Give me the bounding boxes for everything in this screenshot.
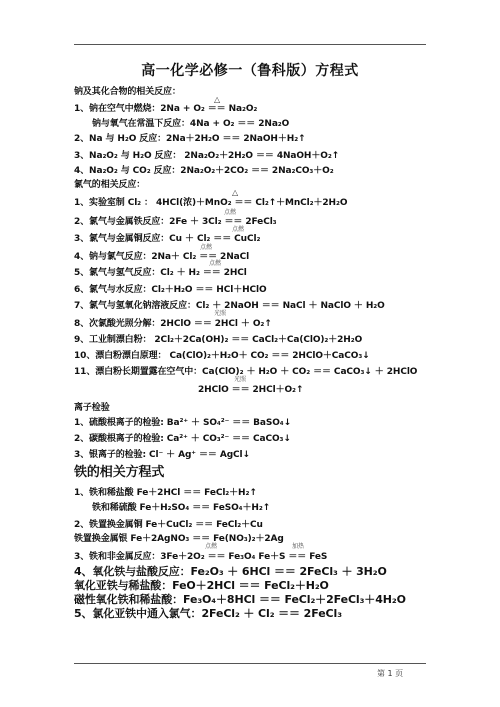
eq-iron-7: 5、氯化亚铁中通入氯气：2FeCl₂ ＋ Cl₂ ＝＝ 2FeCl₃	[74, 607, 342, 620]
section-iron: 铁的相关方程式	[74, 465, 165, 480]
condition-ignite: 点燃	[232, 226, 245, 233]
eq-chlorine-6: 6、氯气与水反应：Cl₂＋H₂O ＝＝ HCl＋HClO	[74, 285, 267, 295]
page-number: 第 1 页	[377, 669, 404, 678]
eq-ion-1: 1、硫酸根离子的检验: Ba²⁺ ＋ SO₄²⁻ ＝＝ BaSO₄↓	[74, 418, 292, 428]
eq-chlorine-11: 11、漂白粉长期置露在空气中：Ca(ClO)₂ ＋ H₂O ＋ CO₂ ＝＝ CaCO₃↓ ＋ 2HClO	[74, 367, 418, 377]
eq-iron-6: 磁性氧化铁和稀盐酸：Fe₃O₄＋8HCl ＝＝ FeCl₂＋2FeCl₃＋4H₂O	[74, 593, 406, 606]
eq-iron-2b: 铁置换金属银 Fe＋2AgNO₃ ＝＝ Fe(NO₃)₂＋2Ag	[74, 534, 284, 544]
eq-iron-2: 2、铁置换金属铜 Fe＋CuCl₂ ＝＝ FeCl₂＋Cu	[74, 520, 263, 530]
condition-ignite: 点燃	[224, 209, 237, 216]
condition-ignite: 点燃	[200, 244, 213, 251]
eq-iron-1: 1、铁和稀盐酸 Fe＋2HCl ＝＝ FeCl₂＋H₂↑	[74, 488, 257, 498]
condition-heat: 加热	[292, 543, 305, 550]
footer-rule	[74, 663, 426, 664]
section-ion-tests: 离子检验	[74, 403, 110, 413]
eq-iron-1b: 铁和稀硫酸 Fe＋H₂SO₄ ＝＝ FeSO₄＋H₂↑	[92, 503, 271, 513]
eq-chlorine-11b: 2HClO ＝＝ 2HCl＋O₂↑	[198, 385, 304, 395]
section-chlorine: 氯气的相关反应：	[74, 180, 146, 190]
eq-iron-3: 3、铁和非金属反应：3Fe＋2O₂ ＝＝ Fe₃O₄ Fe＋S ＝＝ FeS	[74, 552, 328, 562]
eq-sodium-3: 3、Na₂O₂ 与 H₂O 反应： 2Na₂O₂＋2H₂O ＝＝ 4NaOH＋O₂↑	[74, 151, 340, 161]
heat-delta-mark: △	[214, 95, 221, 104]
eq-chlorine-8: 8、次氯酸光照分解：2HClO ＝＝ 2HCl ＋ O₂↑	[74, 319, 272, 329]
eq-ion-3: 3、银离子的检验: Cl⁻ ＋ Ag⁺ ＝＝ AgCl↓	[74, 450, 250, 460]
eq-sodium-2: 2、Na 与 H₂O 反应：2Na＋2H₂O ＝＝ 2NaOH＋H₂↑	[74, 134, 306, 144]
condition-ignite: 点燃	[205, 543, 218, 550]
eq-chlorine-2: 2、氯气与金属铁反应：2Fe ＋ 3Cl₂ ＝＝ 2FeCl₃	[74, 217, 277, 227]
heat-delta-mark: △	[232, 188, 239, 197]
eq-chlorine-1: 1、实验室制 Cl₂ ： 4HCl(浓)＋MnO₂ ＝＝ Cl₂↑＋MnCl₂＋2H₂O	[74, 198, 348, 208]
page-title: 高一化学必修一（鲁科版）方程式	[141, 63, 359, 79]
condition-light: 光照	[214, 310, 227, 317]
eq-chlorine-7: 7、氯气与氢氧化钠溶液反应：Cl₂ ＋ 2NaOH ＝＝ NaCl ＋ NaClO ＋ H₂O	[74, 301, 385, 311]
condition-ignite: 点燃	[209, 260, 222, 267]
eq-iron-4: 4、氧化铁与盐酸反应：Fe₂O₃ ＋ 6HCl ＝＝ 2FeCl₃ ＋ 3H₂O	[74, 565, 387, 578]
section-sodium: 钠及其化合物的相关反应：	[74, 87, 181, 97]
eq-chlorine-3: 3、氯气与金属铜反应：Cu ＋ Cl₂ ＝＝ CuCl₂	[74, 234, 261, 244]
eq-chlorine-4: 4、钠与氯气反应：2Na＋ Cl₂ ＝＝ 2NaCl	[74, 252, 250, 262]
header-rule	[74, 44, 426, 45]
eq-chlorine-5: 5、氯气与氢气反应：Cl₂ ＋ H₂ ＝＝ 2HCl	[74, 268, 247, 278]
eq-sodium-1b: 钠与氧气在常温下反应：4Na + O₂ ＝＝ 2Na₂O	[92, 119, 290, 129]
eq-sodium-1: 1、钠在空气中燃烧：2Na + O₂ ＝＝ Na₂O₂	[74, 104, 258, 114]
eq-ion-2: 2、碳酸根离子的检验: Ca²⁺ ＋ CO₃²⁻ ＝＝ CaCO₃↓	[74, 434, 291, 444]
eq-sodium-4: 4、Na₂O₂ 与 CO₂ 反应：2Na₂O₂＋2CO₂ ＝＝ 2Na₂CO₃＋O₂	[74, 166, 334, 176]
eq-chlorine-10: 10、漂白粉漂白原理： Ca(ClO)₂＋H₂O＋ CO₂ ＝＝ 2HClO＋CaCO₃↓	[74, 351, 370, 361]
eq-chlorine-9: 9、工业制漂白粉： 2Cl₂＋2Ca(OH)₂ ＝＝ CaCl₂＋Ca(ClO)₂＋2H₂O	[74, 335, 363, 345]
eq-iron-5: 氧化亚铁与稀盐酸：FeO＋2HCl ＝＝ FeCl₂＋H₂O	[74, 579, 329, 592]
condition-light: 光照	[234, 376, 247, 383]
